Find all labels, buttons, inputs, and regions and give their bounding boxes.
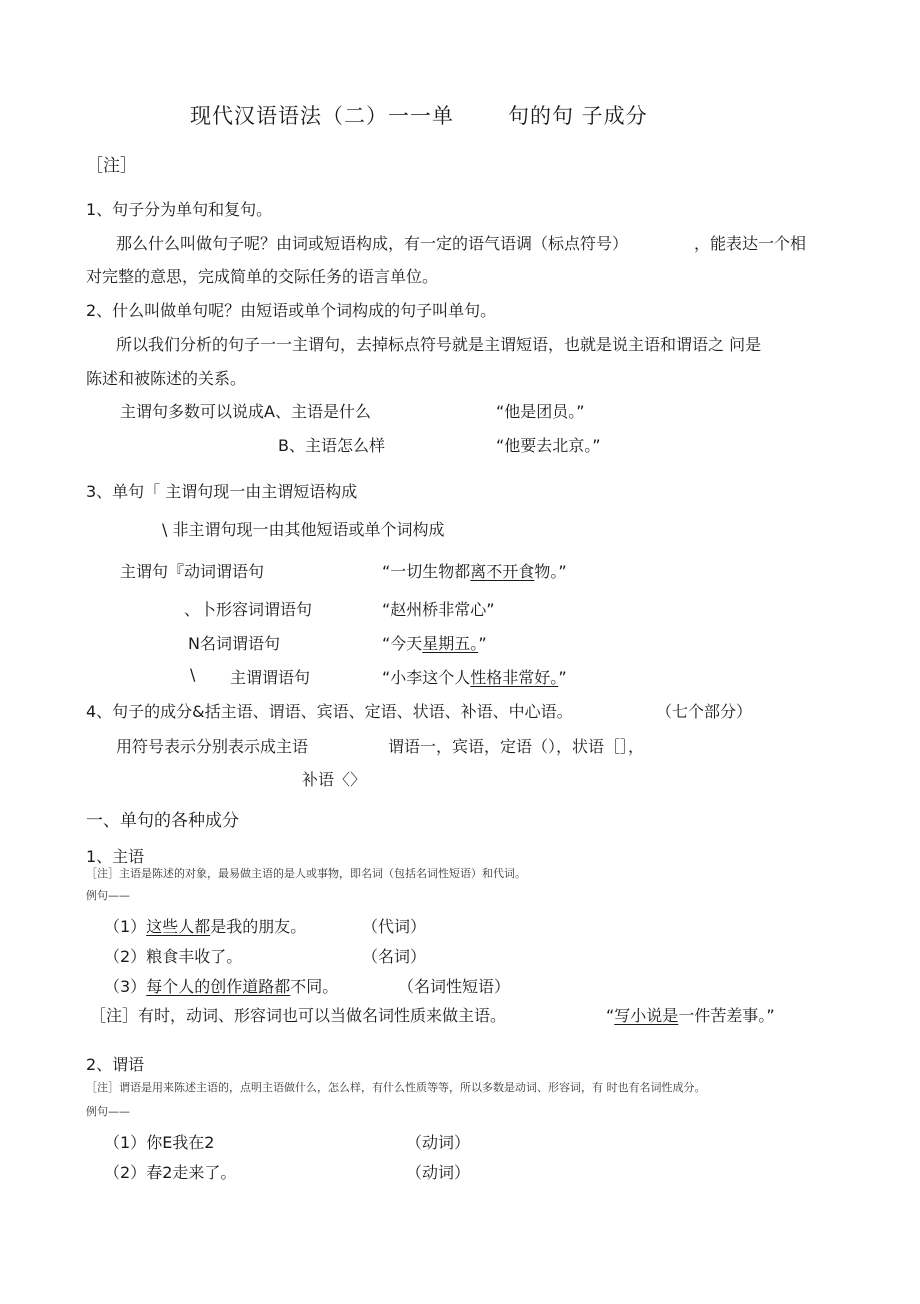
- sub1-e3: （3）每个人的创作道路都不同。: [104, 977, 339, 996]
- sub2-e2: （2）春2走来了。: [104, 1163, 237, 1182]
- s3-r1-example: “一切生物都离不开食物。”: [382, 562, 567, 581]
- page-title-part1: 现代汉语语法（二）一一单: [190, 104, 454, 128]
- s1-heading: 1、句子分为单句和复句。: [86, 200, 273, 219]
- s3-r3-example: “今天星期五。”: [382, 634, 487, 653]
- page-title-part2: 句的句 子成分: [508, 104, 648, 128]
- s2-a-label: 主谓句多数可以说成A、主语是什么: [120, 402, 371, 421]
- sub2-heading: 2、谓语: [86, 1055, 145, 1074]
- s3-line2: \ 非主谓句现一由其他短语或单个词构成: [162, 520, 445, 539]
- s4-line2-a: 用符号表示分别表示成主语: [116, 737, 309, 756]
- s3-r2-label: 、卜形容词谓语句: [184, 600, 313, 619]
- s3-r4-label: 主谓谓语句: [230, 668, 311, 687]
- s3-r4-example: “小李这个人性格非常好。”: [382, 668, 567, 687]
- sub1-note: ［注］主语是陈述的对象，最易做主语的是人或事物，即名词（包括名词性短语）和代词。: [86, 867, 526, 880]
- s3-r3-label: N名词谓语句: [188, 634, 280, 653]
- s4-line3: 补语〈〉: [302, 770, 367, 789]
- s2-b-example: “他要去北京。”: [496, 436, 601, 455]
- s2-p-line1: 所以我们分析的句子一一主谓句，去掉标点符号就是主谓短语，也就是说主语和谓语之 问是: [116, 335, 762, 354]
- s2-b-label: B、主语怎么样: [278, 436, 385, 455]
- s3-line1: 3、单句「 主谓句现一由主谓短语构成: [86, 482, 358, 501]
- sub1-e1-type: （代词）: [362, 917, 427, 936]
- part1-heading: 一、单句的各种成分: [86, 811, 239, 831]
- s2-p-line2: 陈述和被陈述的关系。: [86, 369, 247, 388]
- sub1-note2: ［注］有时，动词、形容词也可以当做名词性质来做主语。: [90, 1006, 507, 1025]
- s4-line1-tail: （七个部分）: [656, 702, 753, 721]
- sub2-e2-type: （动词）: [406, 1163, 471, 1182]
- sub2-e1-type: （动词）: [406, 1133, 471, 1152]
- s1-p1-line2: 对完整的意思，完成简单的交际任务的语言单位。: [86, 267, 439, 286]
- sub1-heading: 1、主语: [86, 847, 145, 866]
- note-label: ［注］: [86, 156, 137, 176]
- s4-line1: 4、句子的成分&括主语、谓语、宾语、定语、状语、补语、中心语。: [86, 702, 573, 721]
- sub2-note: ［注］谓语是用来陈述主语的，点明主语做什么，怎么样，有什么性质等等，所以多数是动词、形容词，有 时也有名词性成分。: [86, 1081, 706, 1094]
- sub1-e2-type: （名词）: [362, 947, 427, 966]
- s1-p1-line1: 那么什么叫做句子呢？由词或短语构成，有一定的语气语调（标点符号）: [116, 234, 629, 253]
- sub1-e1: （1）这些人都是我的朋友。: [104, 917, 307, 936]
- sub1-note2-example: “写小说是一件苦差事。”: [606, 1006, 775, 1025]
- s1-p1-line1-tail: ，能表达一个相: [694, 234, 807, 253]
- s3-r2-example: “赵州桥非常心”: [382, 600, 495, 619]
- sub2-eg: 例句——: [86, 1105, 130, 1118]
- sub1-e2: （2）粮食丰收了。: [104, 947, 243, 966]
- s3-r4-slash: \: [190, 665, 196, 684]
- s3-r1-label: 主谓句『动词谓语句: [120, 562, 265, 581]
- sub1-e3-type: （名词性短语）: [398, 977, 511, 996]
- sub2-e1: （1）你E我在2: [104, 1133, 215, 1152]
- s4-line2-b: 谓语一，宾语，定语（），状语［］，: [388, 737, 645, 756]
- s2-heading: 2、什么叫做单句呢？由短语或单个词构成的句子叫单句。: [86, 301, 497, 320]
- s2-a-example: “他是团员。”: [496, 402, 585, 421]
- sub1-eg: 例句——: [86, 889, 130, 902]
